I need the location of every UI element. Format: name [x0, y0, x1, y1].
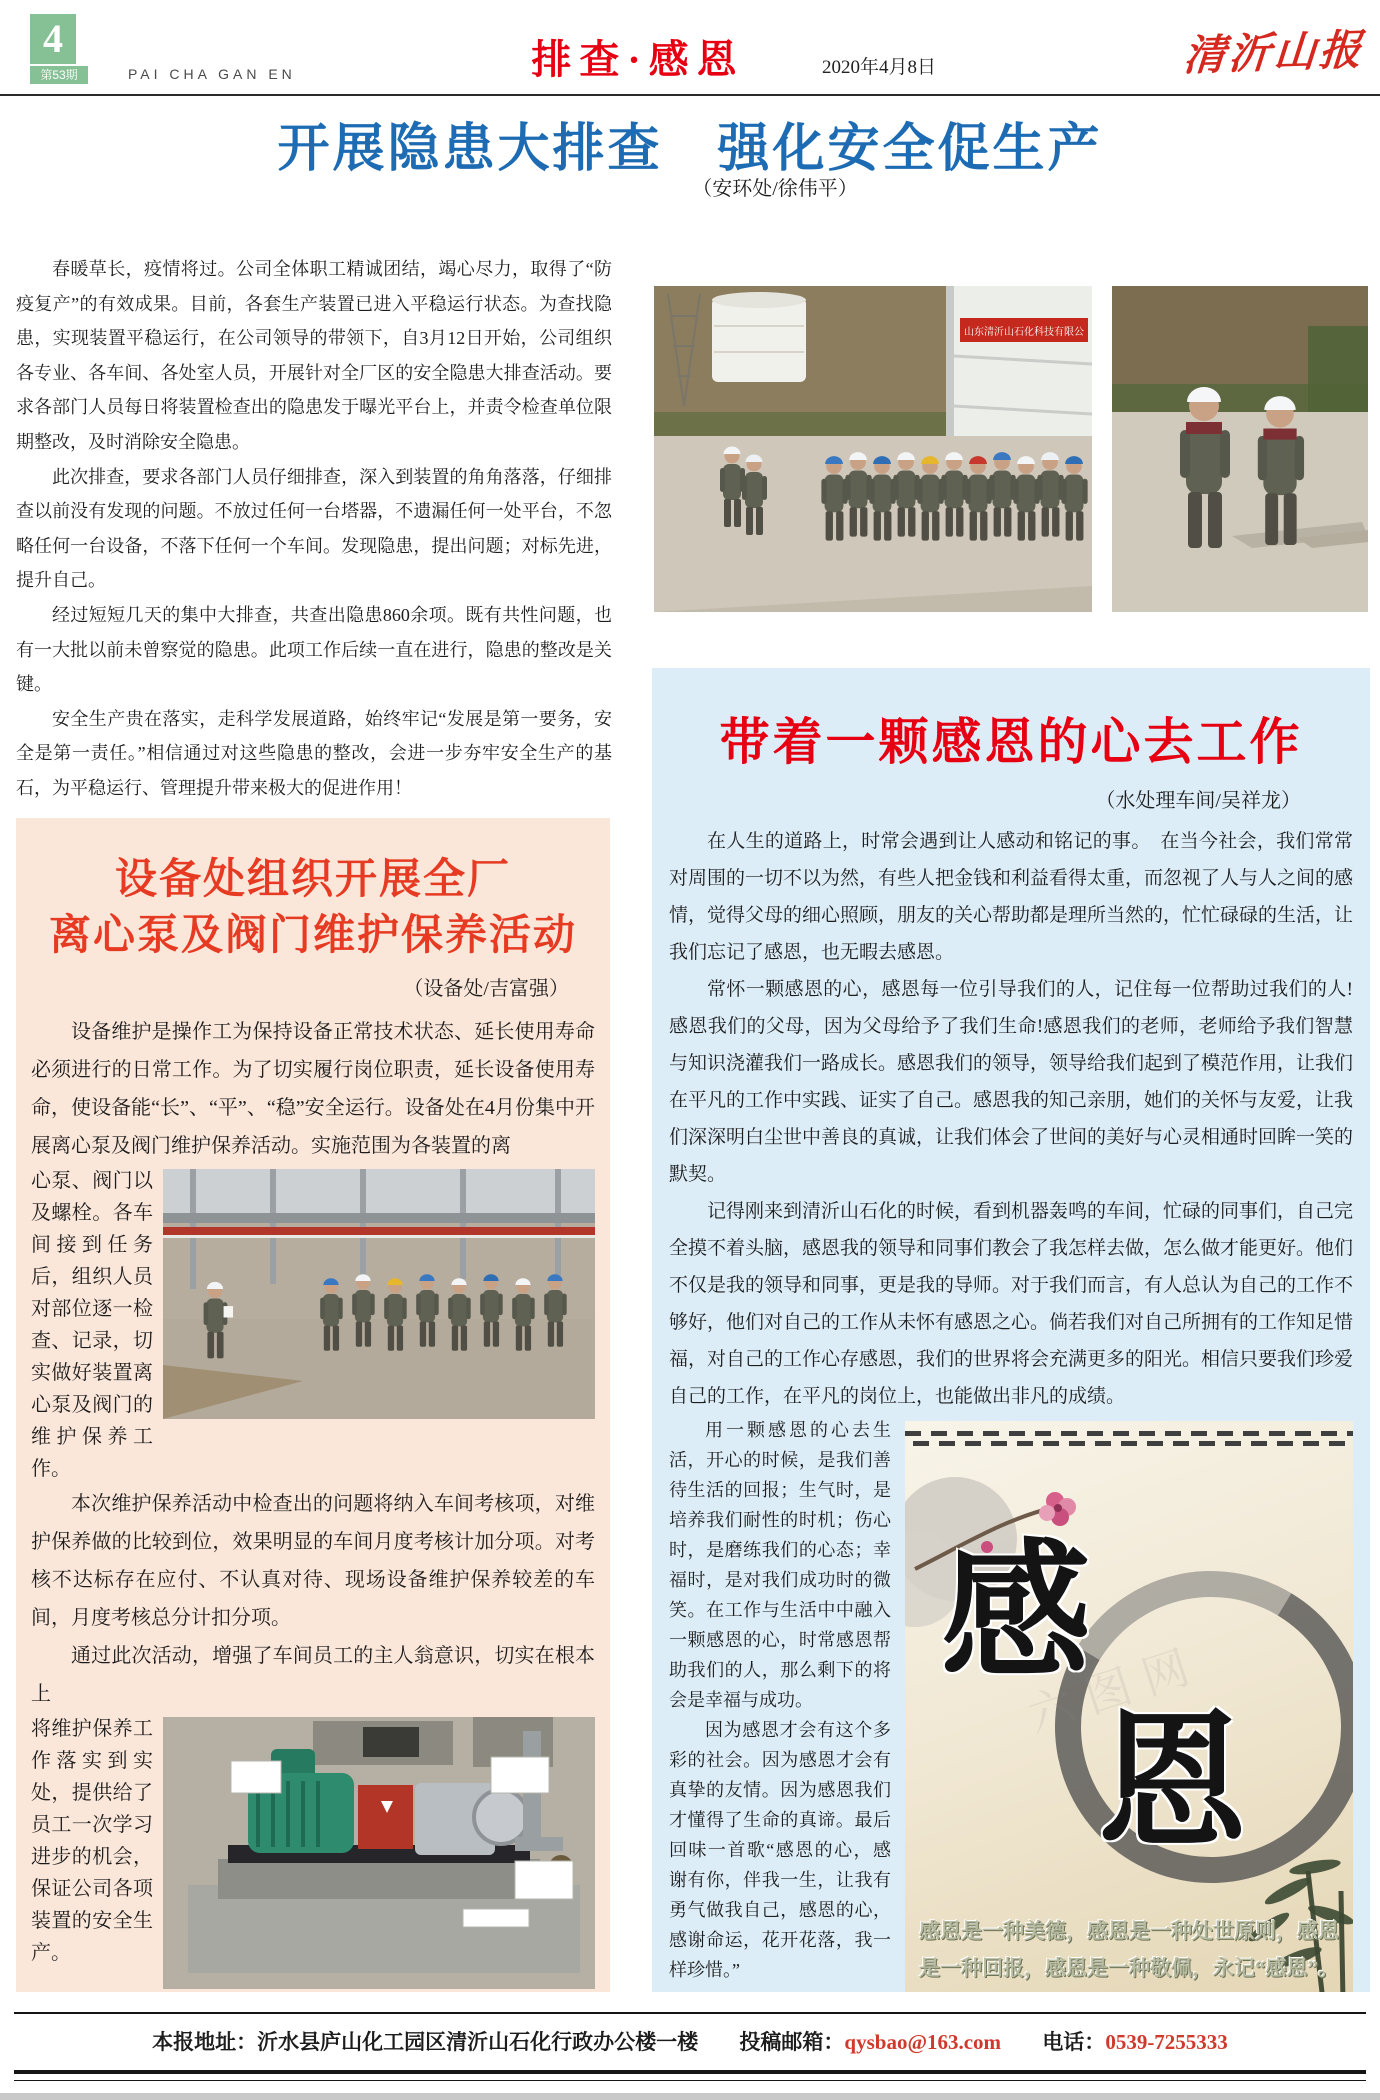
footer-rule-thick	[14, 2070, 1366, 2074]
plant-lineup-photo	[163, 1169, 595, 1419]
issue-number: 第53期	[30, 66, 88, 84]
wrap-text: 用一颗感恩的心去生活，开心的时候，是我们善待生活的回报；生气时，是培养我们耐性的时机；伤心时，是磨练我们的心态；幸福时，是对我们成功时的微笑。在工作与生活中中融入一颗感恩的心，时常感恩帮助我们的人，那么剩下的将会是幸福与成功。	[669, 1420, 891, 1710]
gratitude-calligraphy-image	[905, 1421, 1353, 1992]
wrap-text: 心泵、阀门以及螺栓。各车间接到任务后，组织人员对部位逐一检查、记录，切实做好装置离心泵及阀门的维护保养工作。	[31, 1170, 153, 1480]
article1-paragraph: 此次排查，要求各部门人员仔细排查，深入到装置的角角落落，仔细排查以前没有发现的问题。不放过任何一台塔器，不遗漏任何一处平台，不忽略任何一台设备，不落下任何一个车间。发现隐患，提出问题；对标先进，提升自己。	[16, 466, 612, 591]
lattice-border	[905, 1441, 1353, 1446]
page-number-box: 4	[30, 14, 76, 64]
wrap-block	[31, 1165, 595, 1485]
calligraphy-char-en: 恩	[1097, 1701, 1248, 1867]
maintenance-article-title	[31, 852, 595, 964]
calligraphy-char-gan: 感	[941, 1531, 1092, 1697]
paragraph: 在人生的道路上，时常会遇到让人感动和铭记的事。 在当今社会，我们常常对周围的一切不以为然，有些人把金钱和利益看得太重，而忽视了人与人之间的感情，觉得父母的细心照顾，朋友的关心帮助都是理所当然的，忙忙碌碌的生活，让我们忘记了感恩，也无暇去感恩。	[669, 831, 1354, 963]
bamboo-patch	[1308, 326, 1368, 412]
footer-email	[739, 2030, 1001, 2054]
footer-email-label: 投稿邮箱：	[739, 2030, 845, 2054]
article1-title: 开展隐患大排查 强化安全促生产	[277, 121, 1103, 178]
article1-paragraph: 经过短短几天的集中大排查，共查出隐患860余项。既有共性问题，也有一大批以前未曾察觉的隐患。此项工作后续一直在进行，隐患的整改是关键。	[16, 604, 612, 695]
maintenance-article-byline: （设备处/吉富强）	[403, 978, 569, 1000]
maintenance-article	[16, 818, 610, 1992]
gratitude-article-byline: （水处理车间/吴祥龙）	[1095, 790, 1301, 812]
scan-edge	[0, 2093, 1380, 2100]
wrap-block	[31, 1713, 595, 1992]
wrap-text: 因为感恩才会有这个多彩的社会。因为感恩才会有真挚的友情。因为感恩我们才懂得了生命的真谛。最后回味一首歌“感恩的心，感谢有你，伴我一生，让我有勇气做我自己，感恩的心，感谢命运，花开花落，我一样珍惜。”	[669, 1720, 891, 1980]
paragraph: 本次维护保养活动中检查出的问题将纳入车间考核项，对维护保养做的比较到位，效果明显的车间月度考核计加分项。对考核不达标存在应付、不认真对待、现场设备维护保养较差的车间，月度考核总分计扣分项。	[31, 1493, 595, 1629]
title-line2: 离心泵及阀门维护保养活动	[48, 913, 577, 959]
paragraph: 设备维护是操作工为保持设备正常技术状态、延长使用寿命必须进行的日常工作。为了切实履行岗位职责，延长设备使用寿命，使设备能“长”、“平”、“稳”安全运行。设备处在4月份集中开展离心泵及阀门维护保养活动。实施范围为各装置的离	[31, 1021, 595, 1157]
paragraph: 常怀一颗感恩的心，感恩每一位引导我们的人，记住每一位帮助过我们的人!感恩我们的父母，因为父母给予了我们生命!感恩我们的老师，老师给予我们智慧与知识浇灌我们一路成长。感恩我们的领导，领导给我们起到了模范作用，让我们在平凡的工作中实践、证实了自己。感恩我的知己亲朋，她们的关怀与友爱，让我们深深明白尘世中善良的真诚，让我们体会了世间的美好与心灵相通时回眸一笑的默契。	[669, 979, 1354, 1185]
title-line1: 设备处组织开展全厂	[114, 857, 511, 903]
article1-paragraph: 春暖草长，疫情将过。公司全体职工精诚团结，竭心尽力，取得了“防疫复产”的有效成果。目前，各套生产装置已进入平稳运行状态。为查找隐患，实现装置平稳运行，在公司领导的带领下，自3月12日开始，公司组织各专业、各车间、各处室人员，开展针对全厂区的安全隐患大排查活动。要求各部门人员每日将装置检查出的隐患发于曝光平台上，并责令检查单位限期整改，及时消除安全隐患。	[16, 259, 612, 452]
gratitude-article-body	[669, 823, 1353, 1992]
footer-rule-top	[14, 2012, 1366, 2014]
blossom	[1039, 1492, 1076, 1526]
paragraph: 记得刚来到清沂山石化的时候，看到机器轰鸣的车间，忙碌的同事们，自己完全摸不着头脑，感恩我的领导和同事们教会了我怎样去做，怎么做才能更好。他们不仅是我的领导和同事，更是我的导师。对于我们而言，有人总认为自己的工作不够好，他们对自己的工作从未怀有感恩之心。倘若我们对自己所拥有的工作知足惜福，对自己的工作心存感恩，我们的世界将会充满更多的阳光。相信只要我们珍爱自己的工作，在平凡的岗位上，也能做出非凡的成绩。	[669, 1201, 1354, 1407]
footer-phone	[1042, 2030, 1228, 2054]
wrap-block	[669, 1415, 1353, 1992]
inspection-lineup-photo	[654, 286, 1092, 612]
pump-photo	[163, 1717, 595, 1989]
storage-tank	[712, 292, 806, 382]
footer-phone-label: 电话：	[1042, 2030, 1106, 2054]
pump	[415, 1783, 528, 1855]
maintenance-article-body	[31, 1013, 595, 1992]
header-rule	[0, 94, 1380, 96]
footer-email-value: qysbao@163.com	[844, 2030, 1002, 2054]
masthead-calligraphy: 清沂山报	[1181, 27, 1366, 81]
two-inspectors-photo	[1112, 286, 1368, 612]
company-banner-text: 山东清沂山石化科技有限公	[964, 327, 1084, 338]
article1-byline: （安环处/徐伟平）	[692, 178, 858, 200]
article1-paragraph: 安全生产贵在落实，走科学发展道路，始终牢记“发展是第一要务，安全是第一责任。”相信通过对这些隐患的整改，会进一步夯牢安全生产的基石，为平稳运行、管理提升带来极大的促进作用！	[16, 708, 612, 798]
footer-phone-value: 0539-7255333	[1105, 2030, 1228, 2054]
paragraph: 通过此次活动，增强了车间员工的主人翁意识，切实在根本上	[31, 1645, 595, 1705]
gratitude-article-title: 带着一颗感恩的心去工作	[719, 714, 1303, 770]
red-pipe	[163, 1227, 595, 1235]
lattice-border	[905, 1431, 1353, 1436]
sky	[163, 1169, 595, 1213]
gratitude-caption: 感恩是一种美德，感恩是一种处世原则，感恩是一种回报，感恩是一种敬佩，永记“感恩”。	[919, 1919, 1339, 1980]
issue-date: 2020年4月8日	[822, 57, 937, 78]
watermark: 六图网	[1021, 1636, 1209, 1742]
section-pinyin: PAI CHA GAN EN	[128, 66, 296, 82]
gratitude-article	[652, 668, 1370, 1992]
wrap-text: 将维护保养工作落实到实处，提供给了员工一次学习进步的机会，保证公司各项装置的安全生产。	[31, 1718, 153, 1964]
coupling-guard	[358, 1785, 413, 1849]
article1-body	[16, 252, 612, 806]
footer	[0, 2026, 1380, 2056]
footer-address: 本报地址：沂水县庐山化工园区清沂山石化行政办公楼一楼	[152, 2030, 699, 2054]
section-title: 排查·感恩	[531, 37, 745, 82]
footer-rule-thin	[14, 2080, 1366, 2081]
